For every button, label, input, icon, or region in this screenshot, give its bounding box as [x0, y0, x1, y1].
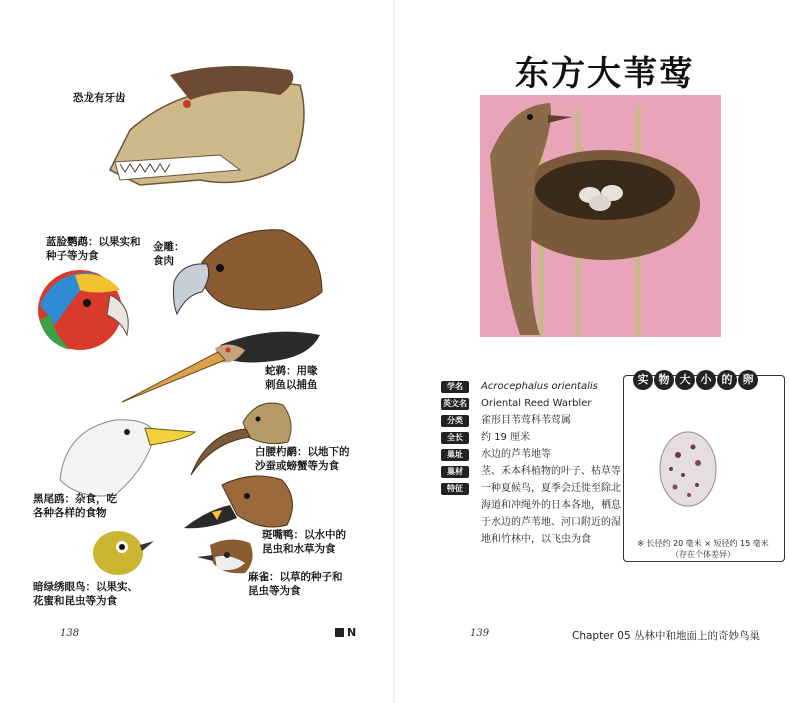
duck-label-1: 斑嘴鸭：以水中的 — [262, 529, 346, 541]
egg-size-note-2: （存在个体差异） — [671, 550, 735, 559]
info-tag: 学名 — [441, 381, 469, 393]
nest-location: 水边的芦苇地等 — [481, 449, 551, 460]
macaw-label-1: 蓝脸鹦鹉：以果实和 — [46, 236, 141, 248]
white-eye-label-1: 暗绿绣眼鸟：以果实、 — [33, 581, 138, 593]
dino-label: 恐龙有牙齿 — [73, 92, 126, 104]
publisher-logo — [335, 626, 356, 639]
white-eye-illustration — [90, 525, 155, 577]
egg-size-note — [627, 538, 779, 560]
curlew-label-1: 白腰杓鹬：以地下的 — [255, 446, 350, 458]
duck-label-2: 昆虫和水草为食 — [262, 543, 336, 555]
info-tag: 全长 — [441, 432, 469, 444]
darter-label-1: 蛇鹈：用喙 — [265, 365, 318, 377]
page-title: 东方大苇莺 — [515, 54, 695, 94]
info-tag: 巢材 — [441, 466, 469, 478]
page-number-left: 138 — [60, 628, 80, 639]
feature-line: 于水边的芦苇地、河口附近的湿 — [481, 517, 621, 528]
sparrow-label-1: 麻雀：以草的种子和 — [248, 571, 343, 583]
info-tag: 分类 — [441, 415, 469, 427]
sparrow-label-2: 昆虫等为食 — [248, 585, 301, 597]
chapter-footer: Chapter 05 丛林中和地面上的奇妙鸟巢 — [571, 630, 760, 642]
duck-illustration — [182, 470, 302, 535]
curlew-label-2: 沙蚕或螃蟹等为食 — [255, 460, 339, 472]
right-page — [395, 0, 790, 703]
egg-title-char: 大 — [675, 370, 695, 390]
logo-text: N — [347, 626, 357, 639]
feature-line: 一种夏候鸟，夏季会迁徙至除北 — [481, 483, 621, 494]
egg-title-char: 小 — [696, 370, 716, 390]
darter-illustration — [120, 320, 325, 405]
page-number-right: 139 — [470, 628, 490, 639]
gull-illustration — [55, 410, 200, 500]
total-length: 约 19 厘米 — [481, 432, 531, 443]
egg-title-char: 的 — [717, 370, 737, 390]
warbler-nest-illustration — [480, 95, 721, 337]
dinosaur-head-illustration — [100, 60, 315, 195]
nest-material: 茎、禾本科植物的叶子、枯草等 — [481, 466, 621, 477]
info-tag: 巢址 — [441, 449, 469, 461]
info-tag: 特征 — [441, 483, 469, 495]
eagle-label-2: 食肉 — [153, 255, 174, 267]
egg-title-char: 卵 — [738, 370, 758, 390]
classification: 雀形目苇莺科苇莺属 — [481, 415, 571, 426]
logo-mark-icon — [335, 628, 344, 637]
feature-line: 海道和冲绳外的日本各地，栖息 — [481, 500, 621, 511]
egg-title-char: 实 — [633, 370, 653, 390]
sparrow-illustration — [195, 535, 260, 575]
golden-eagle-illustration — [172, 222, 327, 317]
info-tag: 英文名 — [443, 399, 467, 408]
egg-illustration — [653, 425, 723, 510]
white-eye-label-2: 花蜜和昆虫等为食 — [33, 595, 117, 607]
egg-size-note-1: ※ 长径约 20 毫米 × 短径约 15 毫米 — [637, 539, 769, 548]
feature-line: 地和竹林中，以飞虫为食 — [481, 534, 591, 545]
macaw-label-2: 种子等为食 — [46, 250, 99, 262]
egg-box-title — [633, 370, 758, 390]
scientific-name: Acrocephalus orientalis — [481, 381, 598, 392]
gull-label-2: 各种各样的食物 — [33, 507, 107, 519]
gull-label-1: 黑尾鸥：杂食，吃 — [33, 493, 117, 505]
egg-title-char: 物 — [654, 370, 674, 390]
eagle-label-1: 金雕： — [153, 241, 185, 253]
darter-label-2: 刺鱼以捕鱼 — [265, 379, 318, 391]
english-name: Oriental Reed Warbler — [481, 398, 592, 409]
